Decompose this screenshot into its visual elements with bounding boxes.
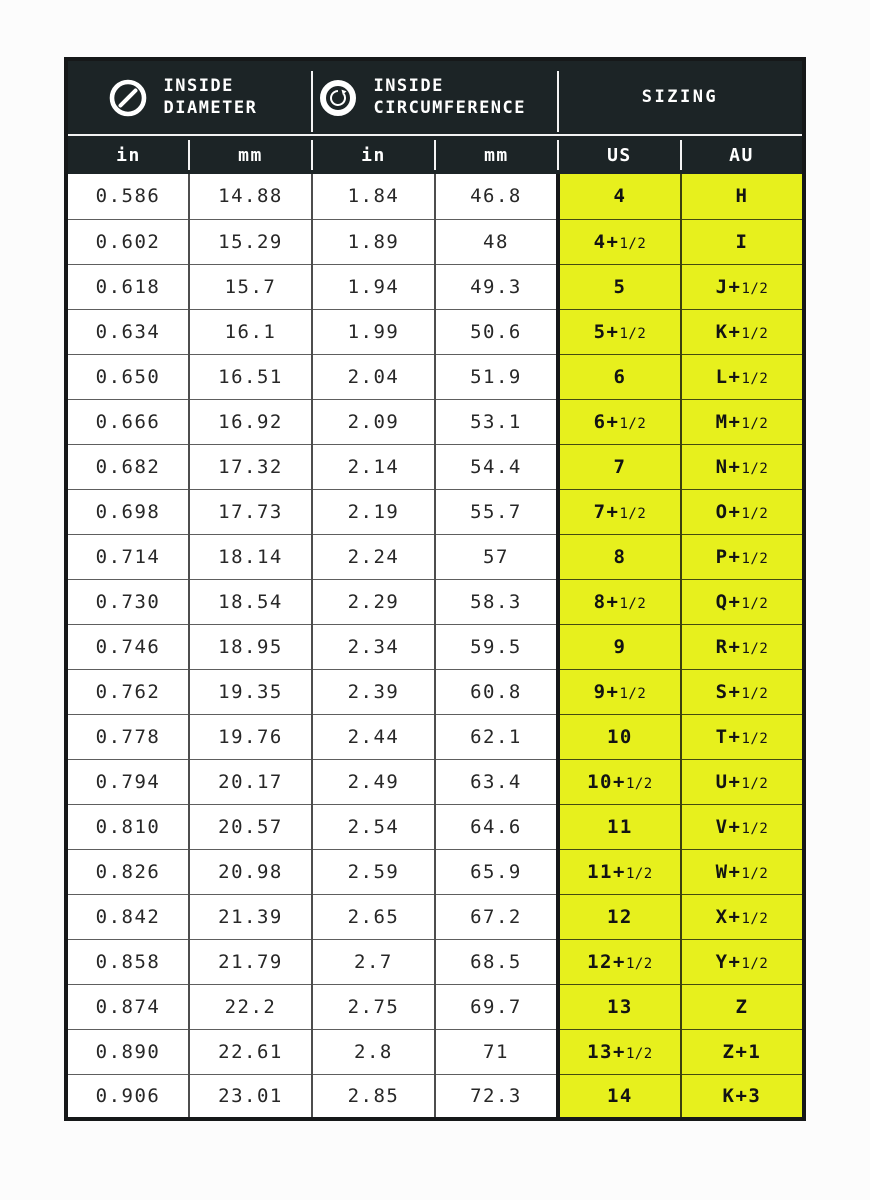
us-size-cell: 14: [558, 1074, 681, 1119]
circumference-in-cell: 2.54: [312, 804, 435, 849]
au-size-cell: V+1/2: [681, 804, 804, 849]
table-row: [66, 354, 804, 399]
circumference-in-cell: 1.99: [312, 309, 435, 354]
circumference-in-cell: 2.59: [312, 849, 435, 894]
diameter-in-cell: 0.890: [66, 1029, 189, 1074]
au-size-cell: L+1/2: [681, 354, 804, 399]
diameter-in-cell: 0.586: [66, 174, 189, 219]
us-size-cell: 11+1/2: [558, 849, 681, 894]
diameter-mm-cell: 20.17: [189, 759, 312, 804]
unit-au: AU: [681, 135, 804, 174]
us-size-cell: 8: [558, 534, 681, 579]
au-size-cell: O+1/2: [681, 489, 804, 534]
table-body: [66, 174, 804, 1119]
us-size-cell: 5: [558, 264, 681, 309]
us-size-cell: 13: [558, 984, 681, 1029]
circumference-mm-cell: 48: [435, 219, 558, 264]
au-size-cell: S+1/2: [681, 669, 804, 714]
circumference-mm-cell: 65.9: [435, 849, 558, 894]
circumference-mm-cell: 67.2: [435, 894, 558, 939]
table-row: [66, 309, 804, 354]
circumference-mm-cell: 64.6: [435, 804, 558, 849]
diameter-mm-cell: 15.29: [189, 219, 312, 264]
au-size-cell: Y+1/2: [681, 939, 804, 984]
circumference-in-cell: 2.7: [312, 939, 435, 984]
circumference-mm-cell: 72.3: [435, 1074, 558, 1119]
header-sizing: [558, 59, 804, 135]
diameter-in-cell: 0.746: [66, 624, 189, 669]
table-row: [66, 444, 804, 489]
circumference-in-cell: 2.19: [312, 489, 435, 534]
circumference-mm-cell: 68.5: [435, 939, 558, 984]
circumference-mm-cell: 49.3: [435, 264, 558, 309]
diameter-in-cell: 0.698: [66, 489, 189, 534]
diameter-mm-cell: 16.51: [189, 354, 312, 399]
circumference-in-cell: 2.29: [312, 579, 435, 624]
au-size-cell: N+1/2: [681, 444, 804, 489]
circumference-mm-cell: 63.4: [435, 759, 558, 804]
us-size-cell: 6: [558, 354, 681, 399]
us-size-cell: 10: [558, 714, 681, 759]
au-size-cell: Z+1: [681, 1029, 804, 1074]
circumference-in-cell: 2.34: [312, 624, 435, 669]
diameter-mm-cell: 22.61: [189, 1029, 312, 1074]
unit-circumference-in: in: [312, 135, 435, 174]
circumference-in-cell: 2.09: [312, 399, 435, 444]
table-row: [66, 849, 804, 894]
diameter-mm-cell: 18.95: [189, 624, 312, 669]
diameter-mm-cell: 17.73: [189, 489, 312, 534]
unit-diameter-mm: mm: [189, 135, 312, 174]
table-row: [66, 669, 804, 714]
circumference-in-cell: 2.49: [312, 759, 435, 804]
ring-size-chart: [64, 57, 806, 1121]
diameter-mm-cell: 18.14: [189, 534, 312, 579]
diameter-in-cell: 0.858: [66, 939, 189, 984]
diameter-in-cell: 0.618: [66, 264, 189, 309]
table-row: [66, 399, 804, 444]
diameter-mm-cell: 23.01: [189, 1074, 312, 1119]
au-size-cell: K+1/2: [681, 309, 804, 354]
header-groups-row: [66, 59, 804, 135]
diameter-mm-cell: 20.57: [189, 804, 312, 849]
chart-header: [66, 59, 804, 174]
diameter-mm-cell: 14.88: [189, 174, 312, 219]
diameter-in-cell: 0.682: [66, 444, 189, 489]
au-size-cell: W+1/2: [681, 849, 804, 894]
us-size-cell: 7: [558, 444, 681, 489]
diameter-in-cell: 0.602: [66, 219, 189, 264]
table-row: [66, 984, 804, 1029]
us-size-cell: 8+1/2: [558, 579, 681, 624]
diameter-in-cell: 0.650: [66, 354, 189, 399]
circumference-in-cell: 2.24: [312, 534, 435, 579]
table-row: [66, 804, 804, 849]
au-size-cell: I: [681, 219, 804, 264]
header-inside-diameter: [66, 59, 312, 135]
diameter-mm-cell: 16.92: [189, 399, 312, 444]
diameter-in-cell: 0.778: [66, 714, 189, 759]
us-size-cell: 12+1/2: [558, 939, 681, 984]
circumference-in-cell: 2.65: [312, 894, 435, 939]
us-size-cell: 6+1/2: [558, 399, 681, 444]
circumference-mm-cell: 71: [435, 1029, 558, 1074]
us-size-cell: 4+1/2: [558, 219, 681, 264]
sizing-label: SIZING: [641, 86, 719, 107]
us-size-cell: 11: [558, 804, 681, 849]
us-size-cell: 5+1/2: [558, 309, 681, 354]
diameter-mm-cell: 21.79: [189, 939, 312, 984]
circumference-mm-cell: 59.5: [435, 624, 558, 669]
au-size-cell: J+1/2: [681, 264, 804, 309]
table-row: [66, 1029, 804, 1074]
diameter-mm-cell: 21.39: [189, 894, 312, 939]
circumference-in-cell: 2.39: [312, 669, 435, 714]
header-inside-circumference: [312, 59, 558, 135]
circumference-in-cell: 1.84: [312, 174, 435, 219]
table-row: [66, 489, 804, 534]
diameter-in-cell: 0.634: [66, 309, 189, 354]
circumference-mm-cell: 55.7: [435, 489, 558, 534]
diameter-mm-cell: 15.7: [189, 264, 312, 309]
inside-circumference-label: INSIDE CIRCUMFERENCE: [373, 76, 527, 118]
unit-us: US: [558, 135, 681, 174]
circumference-in-cell: 1.89: [312, 219, 435, 264]
au-size-cell: U+1/2: [681, 759, 804, 804]
us-size-cell: 10+1/2: [558, 759, 681, 804]
circumference-mm-cell: 53.1: [435, 399, 558, 444]
us-size-cell: 7+1/2: [558, 489, 681, 534]
diameter-in-cell: 0.762: [66, 669, 189, 714]
table-row: [66, 264, 804, 309]
table-row: [66, 219, 804, 264]
circumference-mm-cell: 69.7: [435, 984, 558, 1029]
diameter-mm-cell: 19.35: [189, 669, 312, 714]
diameter-in-cell: 0.826: [66, 849, 189, 894]
us-size-cell: 12: [558, 894, 681, 939]
circumference-in-cell: 2.8: [312, 1029, 435, 1074]
au-size-cell: K+3: [681, 1074, 804, 1119]
circumference-mm-cell: 62.1: [435, 714, 558, 759]
circumference-in-cell: 2.75: [312, 984, 435, 1029]
diameter-in-cell: 0.810: [66, 804, 189, 849]
diameter-in-cell: 0.794: [66, 759, 189, 804]
diameter-in-cell: 0.874: [66, 984, 189, 1029]
au-size-cell: X+1/2: [681, 894, 804, 939]
us-size-cell: 9+1/2: [558, 669, 681, 714]
diameter-in-cell: 0.666: [66, 399, 189, 444]
diameter-in-cell: 0.730: [66, 579, 189, 624]
table-row: [66, 579, 804, 624]
table-row: [66, 759, 804, 804]
circumference-mm-cell: 51.9: [435, 354, 558, 399]
diameter-mm-cell: 19.76: [189, 714, 312, 759]
diameter-icon: [108, 78, 148, 118]
au-size-cell: M+1/2: [681, 399, 804, 444]
au-size-cell: Z: [681, 984, 804, 1029]
table-row: [66, 534, 804, 579]
diameter-mm-cell: 18.54: [189, 579, 312, 624]
inside-diameter-label: INSIDE DIAMETER: [163, 76, 258, 118]
circumference-mm-cell: 46.8: [435, 174, 558, 219]
diameter-in-cell: 0.906: [66, 1074, 189, 1119]
au-size-cell: T+1/2: [681, 714, 804, 759]
table-row: [66, 894, 804, 939]
diameter-mm-cell: 22.2: [189, 984, 312, 1029]
us-size-cell: 13+1/2: [558, 1029, 681, 1074]
circumference-in-cell: 2.04: [312, 354, 435, 399]
table-row: [66, 1074, 804, 1119]
circumference-mm-cell: 58.3: [435, 579, 558, 624]
circumference-in-cell: 2.14: [312, 444, 435, 489]
table-row: [66, 714, 804, 759]
au-size-cell: Q+1/2: [681, 579, 804, 624]
table-row: [66, 939, 804, 984]
au-size-cell: R+1/2: [681, 624, 804, 669]
diameter-mm-cell: 16.1: [189, 309, 312, 354]
circumference-mm-cell: 60.8: [435, 669, 558, 714]
circumference-in-cell: 2.44: [312, 714, 435, 759]
circumference-in-cell: 1.94: [312, 264, 435, 309]
us-size-cell: 9: [558, 624, 681, 669]
header-units-row: [66, 135, 804, 174]
circumference-icon: [318, 78, 358, 118]
circumference-mm-cell: 57: [435, 534, 558, 579]
diameter-mm-cell: 17.32: [189, 444, 312, 489]
diameter-in-cell: 0.714: [66, 534, 189, 579]
unit-circumference-mm: mm: [435, 135, 558, 174]
table-row: [66, 174, 804, 219]
au-size-cell: H: [681, 174, 804, 219]
table-row: [66, 624, 804, 669]
us-size-cell: 4: [558, 174, 681, 219]
diameter-mm-cell: 20.98: [189, 849, 312, 894]
circumference-in-cell: 2.85: [312, 1074, 435, 1119]
circumference-mm-cell: 50.6: [435, 309, 558, 354]
unit-diameter-in: in: [66, 135, 189, 174]
circumference-mm-cell: 54.4: [435, 444, 558, 489]
au-size-cell: P+1/2: [681, 534, 804, 579]
diameter-in-cell: 0.842: [66, 894, 189, 939]
